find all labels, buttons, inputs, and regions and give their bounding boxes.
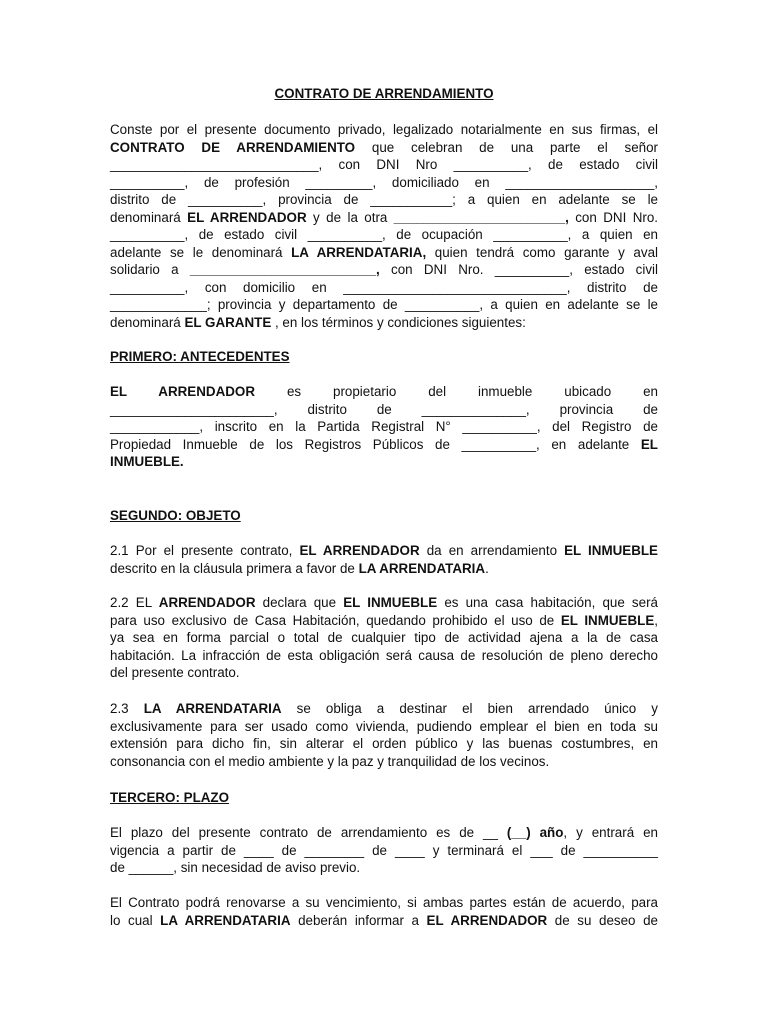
clause-2-3-line: consonancia con el medio ambiente y la paz y tranquilidad de los vecinos. xyxy=(110,753,550,769)
intro-line: Conste por el presente documento privado, legalizado notarialmente en sus firmas, el xyxy=(110,122,658,137)
clause-2-1-line: descrito en la cláusula primera a favor de LA ARRENDATARIA. xyxy=(110,560,489,576)
clause-2-2-line: ya sea en forma parcial o total de cualquier tipo de actividad ajena a la de casa xyxy=(110,630,658,645)
renewal-line: El Contrato podrá renovarse a su vencimiento, si ambas partes están de acuerdo, para xyxy=(110,895,658,910)
primero-line: ______________________, distrito de ______________, provincia de xyxy=(110,401,658,417)
tercero-line: de ______, sin necesidad de aviso previo. xyxy=(110,860,361,875)
clause-2-2-line: habitación. La infracción de esta obligación será causa de resolución de pleno derecho xyxy=(110,647,658,663)
intro-line: denominará EL GARANTE , en los términos y condiciones siguientes: xyxy=(110,314,526,330)
renewal-line: lo cual LA ARRENDATARIA deberán informar a EL ARRENDADOR de su deseo de xyxy=(110,912,658,928)
section-heading-primero: PRIMERO: ANTECEDENTES xyxy=(110,349,290,364)
primero-line: INMUEBLE. xyxy=(110,454,184,469)
primero-line: EL ARRENDADOR es propietario del inmueble ubicado en xyxy=(110,384,658,399)
intro-line: __________, con domicilio en ______________________________, distrito de xyxy=(110,279,658,295)
clause-2-2-line: 2.2 EL ARRENDADOR declara que EL INMUEBLE es una casa habitación, que será xyxy=(110,595,658,610)
section-heading-tercero: TERCERO: PLAZO xyxy=(110,790,230,805)
tercero-line: El plazo del presente contrato de arrendamiento es de __ (__) año, y entrará en xyxy=(110,825,658,840)
intro-line: __________, de profesión _________, domiciliado en ____________________, xyxy=(110,174,658,190)
section-heading-segundo: SEGUNDO: OBJETO xyxy=(110,508,241,523)
clause-2-2-line: para uso exclusivo de Casa Habitación, quedando prohibido el uso de EL INMUEBLE, xyxy=(110,612,658,628)
intro-line: denominará EL ARRENDADOR y de la otra _______________________, con DNI Nro. xyxy=(110,209,658,225)
tercero-line: vigencia a partir de ____ de ________ de ____ y terminará el ___ de __________ xyxy=(110,842,658,858)
intro-line: distrito de __________, provincia de ___________; a quien en adelante se le xyxy=(110,192,658,207)
clause-2-3-line: extensión para dicho fin, sin alterar el orden público y las buenas costumbres, en xyxy=(110,736,658,751)
primero-line: ____________, inscrito en la Partida Registral N° __________, del Registro de xyxy=(110,419,658,434)
intro-line: CONTRATO DE ARRENDAMIENTO que celebran de una parte el señor xyxy=(110,139,658,155)
document-title: CONTRATO DE ARRENDAMIENTO xyxy=(274,86,494,101)
intro-line: adelante se le denominará LA ARRENDATARIA, quien tendrá como garante y aval xyxy=(110,244,658,260)
clause-2-3-line: 2.3 LA ARRENDATARIA se obliga a destinar el bien arrendado único y xyxy=(110,701,659,716)
clause-2-3-line: exclusivamente para ser usado como vivienda, pudiendo emplear el bien en toda su xyxy=(110,718,658,734)
intro-line: ____________________________, con DNI Nro __________, de estado civil xyxy=(110,157,658,172)
intro-line: solidario a _________________________, con DNI Nro. __________, estado civil xyxy=(110,262,658,277)
clause-2-1-line: 2.1 Por el presente contrato, EL ARRENDADOR da en arrendamiento EL INMUEBLE xyxy=(110,543,658,558)
primero-line: Propiedad Inmueble de los Registros Públicos de __________, en adelante EL xyxy=(110,436,658,452)
intro-line: _____________; provincia y departamento de __________, a quien en adelante se le xyxy=(110,297,658,312)
clause-2-2-line: del presente contrato. xyxy=(110,665,240,680)
intro-line: __________, de estado civil __________, de ocupación __________, a quien en xyxy=(110,227,658,242)
